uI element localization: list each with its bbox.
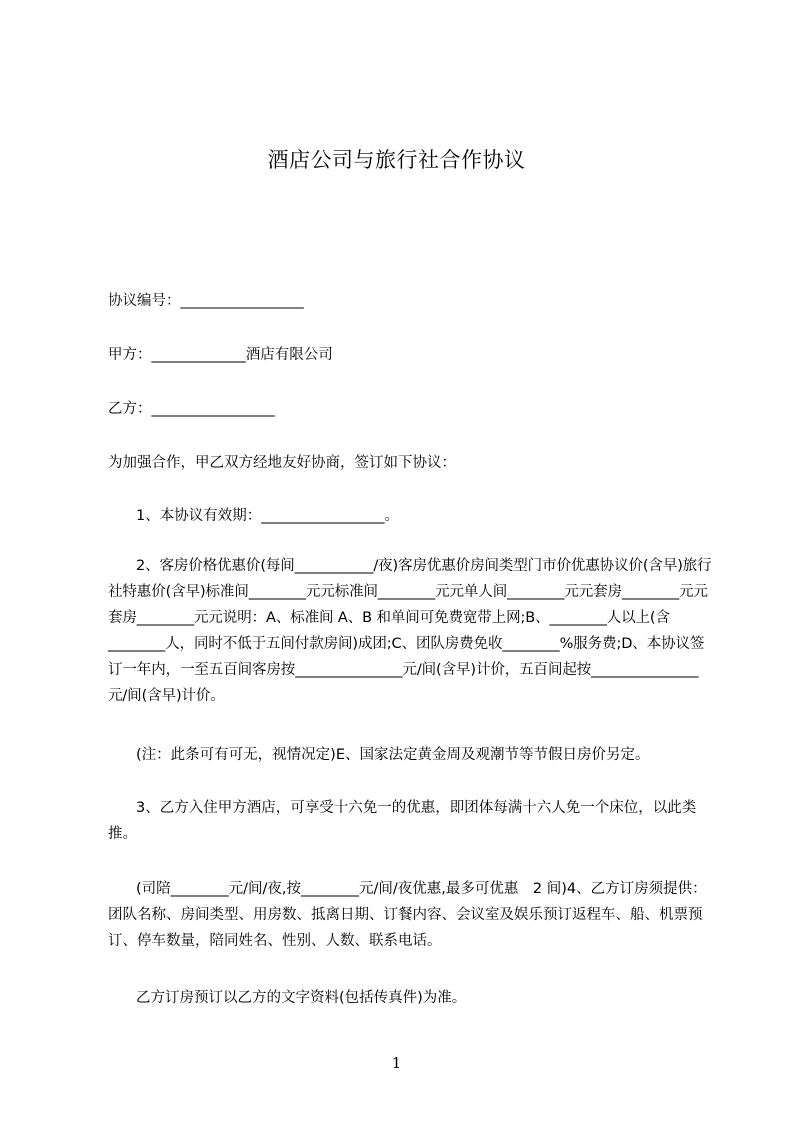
party-b-blank: _________________ [151,401,275,417]
party-a-line [108,342,712,368]
intro-paragraph: 为加强合作，甲乙双方经地友好协商，签订如下协议： [108,455,456,471]
agreement-number-label: 协议编号： [108,293,181,309]
booking-note-paragraph: 乙方订房预订以乙方的文字资料(包括传真件)为准。 [136,990,467,1006]
party-b-label: 乙方： [108,401,152,417]
party-a-blank: _____________ [151,347,246,363]
party-a-label: 甲方： [108,347,152,363]
document-title: 酒店公司与旅行社合作协议 [267,148,526,172]
clause-2: 2、客房价格优惠价(每间___________/夜)客房优惠价房间类型门市价优惠协议价(含早)旅行社特惠价(含早)标准间________元元标准间________元元单人间________元元套房________元元套房________元元说明：A、标准间 A、B 和单间可免费宽带上网;B、________人以上(含________人，同时不低于五间付款房间)成团;C、团队房费免收________%服务费;D、本协议签订一年内，一至五百间客房按_______________元/间(含早)计价，五百间起按_______________元/间(含早)计价。 [108,558,712,704]
agreement-number-blank: _________________ [180,293,304,309]
note-paragraph: (注：此条可有可无，视情况定)E、国家法定黄金周及观潮节等节假日房价另定。 [136,747,650,763]
party-b-line [108,396,712,422]
party-a-suffix: 酒店有限公司 [245,347,333,363]
agreement-number-line [108,288,712,314]
page-number: 1 [391,1054,402,1072]
clause-4: (司陪________元/间/夜,按________元/间/夜优惠,最多可优惠 2 间)4、乙方订房须提供：团队名称、房间类型、用房数、抵离日期、订餐内容、会议室及娱乐预订返程车、船、机票预订、停车数量，陪同姓名、性别、人数、联系电话。 [108,881,707,949]
clause-1: 1、本协议有效期：_________________。 [136,508,399,524]
clause-3: 3、乙方入住甲方酒店，可享受十六免一的优惠，即团体每满十六人免一个床位，以此类推。 [108,800,697,842]
